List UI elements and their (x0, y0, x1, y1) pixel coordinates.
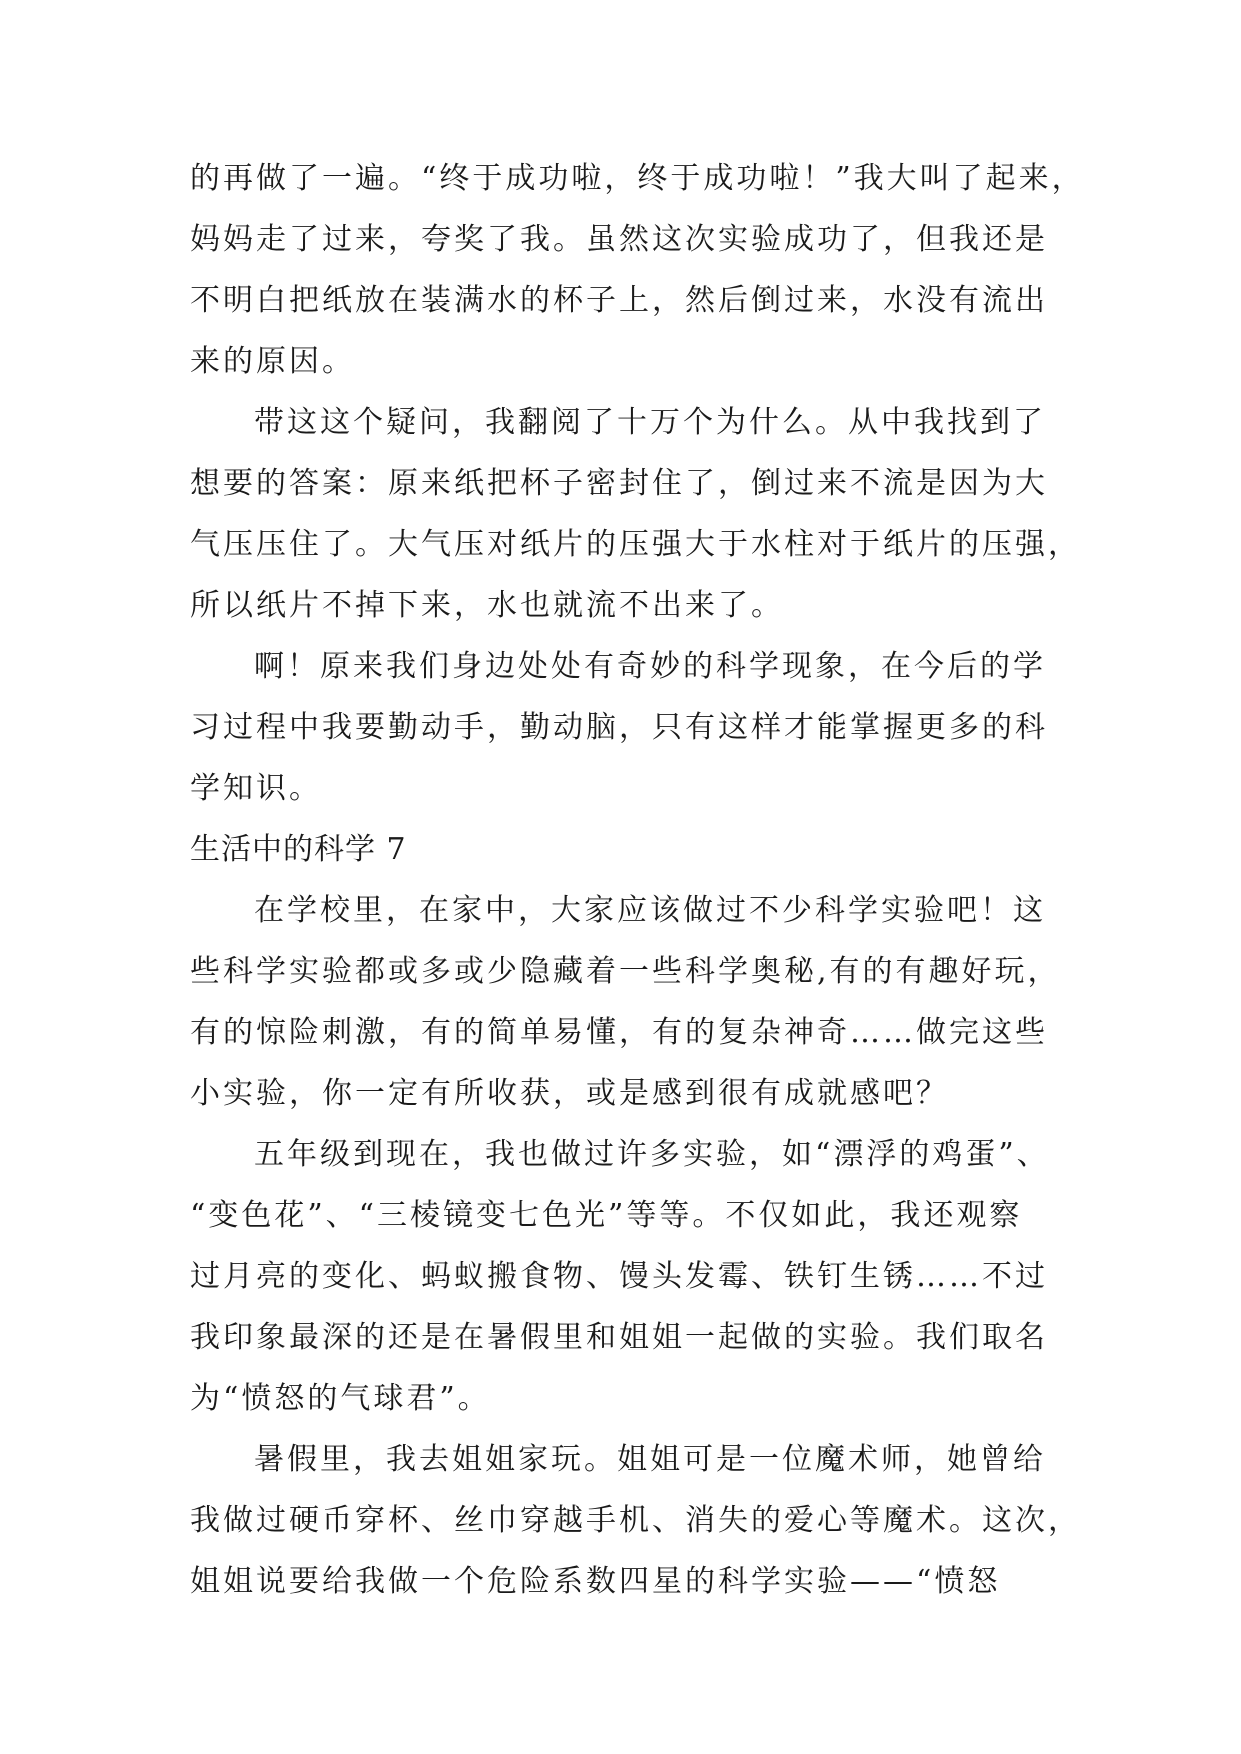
text-line: 带这这个疑问，我翻阅了十万个为什么。从中我找到了 (254, 405, 1046, 440)
document-body (190, 148, 1085, 1612)
text-line: 所以纸片不掉下来，水也就流不出来了。 (190, 588, 784, 623)
text-line: 的再做了一遍。“终于成功啦，终于成功啦！”我大叫了起来， (190, 161, 1085, 196)
paragraph-3 (190, 636, 1050, 819)
text-line: 不明白把纸放在装满水的杯子上，然后倒过来，水没有流出 (190, 283, 1048, 318)
text-line: “变色花”、“三棱镜变七色光”等等。不仅如此，我还观察 (190, 1198, 1023, 1233)
text-line: 啊！原来我们身边处处有奇妙的科学现象，在今后的学 (254, 649, 1046, 684)
text-line: 我印象最深的还是在暑假里和姐姐一起做的实验。我们取名 (190, 1320, 1048, 1355)
text-line: 来的原因。 (190, 344, 355, 379)
text-line: 想要的答案：原来纸把杯子密封住了，倒过来不流是因为大 (190, 466, 1048, 501)
paragraph-4 (190, 880, 1061, 1124)
text-line: 我做过硬币穿杯、丝巾穿越手机、消失的爱心等魔术。这次， (190, 1503, 1081, 1538)
text-line: 妈妈走了过来，夸奖了我。虽然这次实验成功了，但我还是 (190, 222, 1048, 257)
text-line: 学知识。 (190, 771, 322, 806)
text-line: 姐姐说要给我做一个危险系数四星的科学实验——“愤怒 (190, 1564, 1001, 1599)
text-line: 些科学实验都或多或少隐藏着一些科学奥秘,有的有趣好玩， (190, 954, 1061, 989)
paragraph-5 (190, 1124, 1050, 1429)
text-line: 为“愤怒的气球君”。 (190, 1381, 491, 1416)
text-line: 气压压住了。大气压对纸片的压强大于水柱对于纸片的压强， (190, 527, 1081, 562)
text-line: 过月亮的变化、蚂蚁搬食物、馒头发霉、铁钉生锈……不过 (190, 1259, 1048, 1294)
paragraph-2 (190, 392, 1081, 636)
text-line: 五年级到现在，我也做过许多实验，如“漂浮的鸡蛋”、 (254, 1137, 1050, 1172)
text-line: 小实验，你一定有所收获，或是感到很有成就感吧？ (190, 1076, 949, 1111)
paragraph-1 (190, 148, 1085, 392)
text-line: 有的惊险刺激，有的简单易懂，有的复杂神奇……做完这些 (190, 1015, 1048, 1050)
text-line: 暑假里，我去姐姐家玩。姐姐可是一位魔术师，她曾给 (254, 1442, 1046, 1477)
text-line: 在学校里，在家中，大家应该做过不少科学实验吧！这 (254, 893, 1046, 928)
text-line: 习过程中我要勤动手，勤动脑，只有这样才能掌握更多的科 (190, 710, 1048, 745)
paragraph-6 (190, 1429, 1081, 1612)
section-heading: 生活中的科学 7 (190, 832, 407, 867)
